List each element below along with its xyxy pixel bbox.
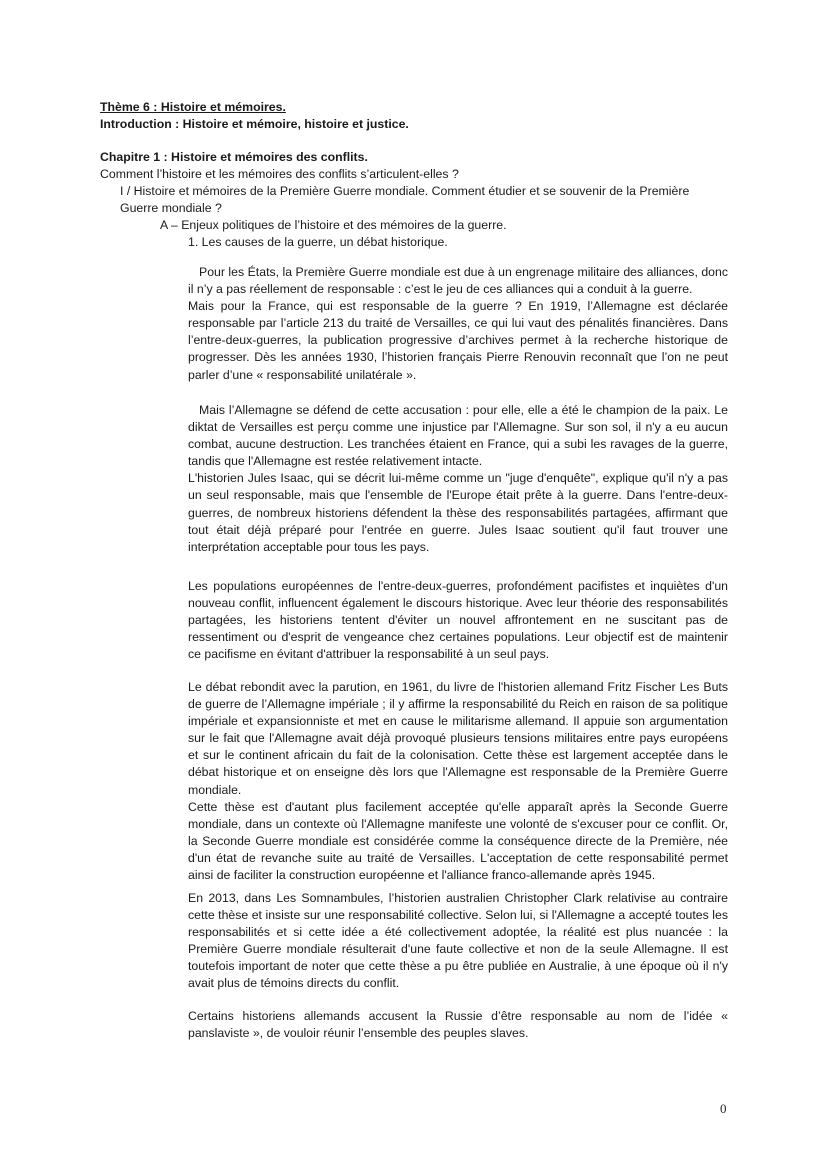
paragraph-text: Cette thèse est d'autant plus facilement acceptée qu'elle apparaît après la Seconde Guerre mondiale, dans un contexte où l'Allemagne manifeste une volonté de s'excuser pour ce conflit. Or, la Seconde Guerre mondiale est considérée comme la conséquence directe de la Première, née d'un état de revanche suite au traité de Versailles. L'acceptation de cette responsabilité permet ainsi de faciliter la construction européenne et l'alliance franco-allemande après 1945. [188, 799, 728, 883]
paragraph-text: Mais pour la France, qui est responsable de la guerre ? En 1919, l’Allemagne est déclarée responsable par l’article 213 du traité de Versailles, ce qui lui vaut des pénalités financières. Dans l’entre-deux-guerres, la publication progressive d’archives permet à la recherche historique de progresser. Dès les années 1930, l’historien français Pierre Renouvin reconnaît que l’on ne peut parler d’une « responsabilité unilatérale ». [188, 299, 728, 382]
paragraph-clark [188, 890, 728, 993]
paragraph-pacifism [188, 578, 728, 663]
chapter-question: Comment l’histoire et les mémoires des conflits s’articulent-elles ? [100, 167, 459, 181]
paragraph-text: Pour les États, la Première Guerre mondiale est due à un engrenage militaire des alliances, donc il n’y a pas réellement de responsable : c’est le jeu de ces alliances qui a conduit à la guerre. [188, 265, 728, 297]
section-I-heading-line1: I / Histoire et mémoires de la Première Guerre mondiale. Comment étudier et se souvenir de la Première [120, 184, 690, 198]
paragraph-russia [188, 1008, 728, 1042]
paragraph-text: En 2013, dans Les Somnambules, l’historien australien Christopher Clark relativise au contraire cette thèse et insiste sur une responsabilité collective. Selon lui, si l'Allemagne a accepté toutes les responsabilités et si cette idée a été collectivement adoptée, la réalité est plus nuancée : la Première Guerre mondiale résulterait d'une faute collective et non de la seule Allemagne. Il est toutefois important de noter que cette thèse a pu être publiée en Australie, à une époque où il n'y avait plus de témoins directs du conflit. [188, 891, 728, 991]
paragraph-text: Mais l’Allemagne se défend de cette accusation : pour elle, elle a été le champion de la paix. Le diktat de Versailles est perçu comme une injustice par l'Allemagne. Sur son sol, il n'y a eu aucun combat, aucune destruction. Les tranchées étaient en France, qui a subi les ravages de la guerre, tandis que l'Allemagne est restée relativement intacte. [188, 403, 728, 469]
paragraph-text: Certains historiens allemands accusent la Russie d’être responsable au nom de l’idée « panslaviste », de vouloir réunir l’ensemble des peuples slaves. [188, 1009, 728, 1041]
paragraph-text: Les populations européennes de l'entre-deux-guerres, profondément pacifistes et inquiètes d'un nouveau conflit, influencent également le discours historique. Avec leur théorie des responsabilités partagées, les historiens tentent d'éviter un nouvel affrontement en ne suscitant pas de ressentiment ou d'esprit de vengeance chez certaines populations. Leur objectif est de maintenir ce pacifisme en évitant d'attribuer la responsabilité à un seul pays. [188, 579, 728, 662]
paragraph-text: Le débat rebondit avec la parution, en 1961, du livre de l'historien allemand Fritz Fischer Les Buts de guerre de l’Allemagne impériale ; il y affirme la responsabilité du Reich en raison de sa politique impériale et expansionniste et met en cause le militarisme allemand. Il appuie son argumentation sur le fait que l'Allemagne avait déjà provoqué plusieurs tensions militaires entre pays européens et sur le continent africain du fait de la colonisation. Cette thèse est largement acceptée dans le débat historique et on enseigne dès lors que l'Allemagne est responsable de la Première Guerre mondiale. [188, 680, 728, 797]
introduction-heading: Introduction : Histoire et mémoire, histoire et justice. [100, 117, 409, 131]
paragraph-fischer [188, 679, 728, 884]
subsection-A-heading: A – Enjeux politiques de l’histoire et des mémoires de la guerre. [160, 218, 507, 232]
paragraph-germany-defense [188, 402, 728, 556]
point-1-heading: 1. Les causes de la guerre, un débat historique. [188, 235, 448, 249]
theme-title: Thème 6 : Histoire et mémoires. [100, 100, 286, 114]
paragraph-states-and-france [188, 264, 728, 384]
paragraph-text: L'historien Jules Isaac, qui se décrit lui-même comme un "juge d'enquête", explique qu'il n'y a pas un seul responsable, mais que l'ensemble de l'Europe était prête à la guerre. Dans l'entre-deux-guerres, de nombreux historiens défendent la thèse des responsabilités partagées, affirmant que tout était déjà préparé pour l'entrée en guerre. Jules Isaac soutient qu'il faut trouver une interprétation acceptable pour tous les pays. [188, 471, 728, 554]
chapter-title: Chapitre 1 : Histoire et mémoires des conflits. [100, 150, 368, 164]
section-I-heading-line2: Guerre mondiale ? [120, 201, 222, 215]
page-number: 0 [720, 1101, 727, 1116]
